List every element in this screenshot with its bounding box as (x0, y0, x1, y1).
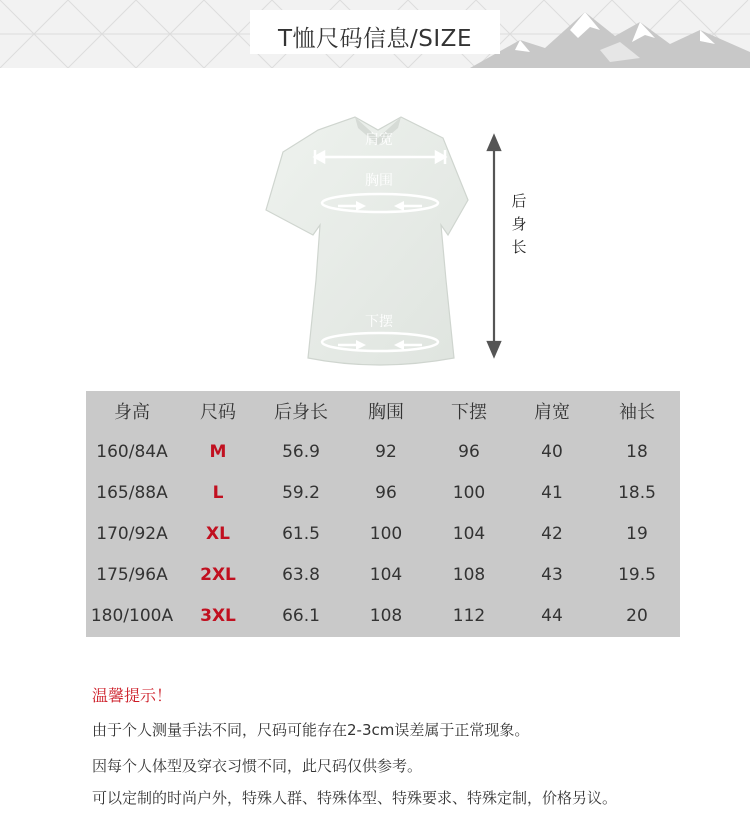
cell-sleeve: 18 (626, 441, 648, 462)
cell-chest: 96 (375, 482, 397, 503)
page-title: T恤尺码信息/SIZE (278, 26, 472, 52)
cell-hem: 108 (452, 564, 486, 585)
cell-sleeve: 20 (626, 605, 648, 626)
tshirt-diagram (258, 100, 527, 374)
cell-height: 180/100A (90, 605, 174, 626)
cell-shoulder: 41 (541, 482, 563, 503)
header-height: 身高 (114, 402, 150, 423)
cell-height: 165/88A (96, 482, 168, 503)
cell-sleeve: 19 (626, 523, 648, 544)
tips-title: 温馨提示！ (92, 686, 173, 705)
hem-label: 下摆 (365, 314, 393, 330)
cell-sleeve: 19.5 (618, 564, 656, 585)
size-table (86, 391, 680, 637)
cell-back-length: 66.1 (282, 605, 320, 626)
cell-chest: 92 (375, 441, 397, 462)
cell-size: 2XL (200, 564, 236, 585)
cell-size: XL (206, 523, 230, 544)
title-box (250, 10, 500, 54)
mountain-graphic (470, 12, 750, 68)
cell-size: L (212, 482, 224, 503)
cell-height: 160/84A (96, 441, 168, 462)
cell-back-length: 61.5 (282, 523, 320, 544)
cell-chest: 104 (369, 564, 403, 585)
header-size: 尺码 (200, 402, 236, 423)
cell-hem: 100 (452, 482, 486, 503)
table-row (86, 554, 680, 595)
header-sleeve: 袖长 (619, 402, 655, 423)
cell-back-length: 59.2 (282, 482, 320, 503)
cell-height: 175/96A (96, 564, 168, 585)
header-chest: 胸围 (368, 402, 404, 423)
cell-size: M (209, 441, 227, 462)
cell-shoulder: 42 (541, 523, 563, 544)
cell-height: 170/92A (96, 523, 168, 544)
cell-sleeve: 18.5 (618, 482, 656, 503)
cell-shoulder: 40 (541, 441, 563, 462)
table-row (86, 431, 680, 472)
tip-line: 因每个人体型及穿衣习惯不同，此尺码仅供参考。 (92, 757, 423, 775)
cell-shoulder: 44 (541, 605, 563, 626)
tip-line: 可以定制的时尚户外，特殊人群、特殊体型、特殊要求、特殊定制，价格另议。 (92, 789, 618, 807)
cell-back-length: 63.8 (282, 564, 320, 585)
header-shoulder: 肩宽 (534, 402, 570, 423)
cell-chest: 100 (369, 523, 403, 544)
cell-shoulder: 43 (541, 564, 563, 585)
chest-label: 胸围 (365, 173, 393, 189)
cell-chest: 108 (369, 605, 403, 626)
tip-line: 由于个人测量手法不同，尺码可能存在2-3cm误差属于正常现象。 (92, 721, 530, 739)
cell-size: 3XL (200, 605, 236, 626)
table-row (86, 472, 680, 513)
length-label: 后 身 长 (511, 192, 527, 256)
header-band (0, 0, 750, 68)
table-header-row (86, 391, 680, 431)
cell-hem: 104 (452, 523, 486, 544)
table-row (86, 513, 680, 554)
cell-hem: 96 (458, 441, 480, 462)
header-hem: 下摆 (451, 402, 487, 423)
header-back-length: 后身长 (274, 402, 328, 423)
table-row (86, 595, 680, 636)
shoulder-label: 肩宽 (365, 132, 393, 148)
cell-back-length: 56.9 (282, 441, 320, 462)
cell-hem: 112 (452, 605, 486, 626)
